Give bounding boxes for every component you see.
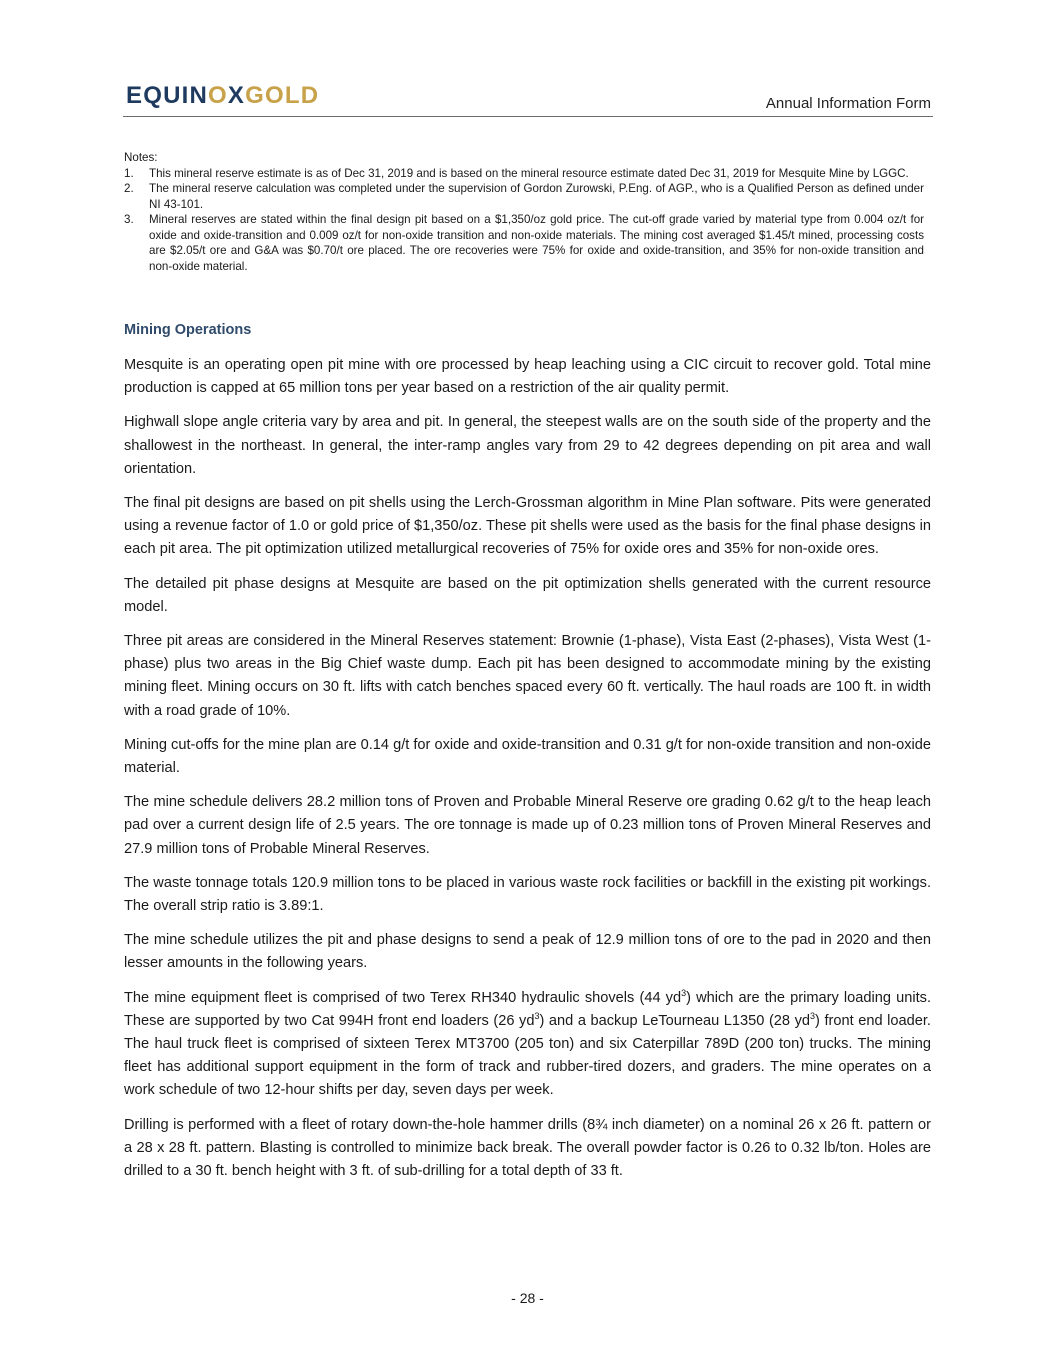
superscript: 3 (810, 1011, 816, 1022)
notes-label: Notes: (124, 151, 158, 164)
note-item (124, 212, 924, 274)
equipment-paragraph (124, 987, 931, 1103)
superscript: 3 (534, 1011, 540, 1022)
logo-text-x: X (227, 82, 246, 109)
paragraph: The final pit designs are based on pit shells using the Lerch-Grossman algorithm in Mine Plan software. Pits were generated using a revenue factor of 1.0 or gold price of $1,350/oz. These pit shells were used as the basis for the final phase designs in each pit area. The pit optimization utilized metallurgical recoveries of 75% for oxide ores and 35% for non-oxide ores. (124, 495, 931, 558)
note-text: The mineral reserve calculation was completed under the supervision of Gordon Zurowski, P.Eng. of AGP., who is a Qualified Person as defined under NI 43-101. (149, 182, 924, 211)
paragraph: Mining cut-offs for the mine plan are 0.14 g/t for oxide and oxide-transition and 0.31 g/t for non-oxide transition and non-oxide material. (124, 736, 931, 777)
logo-text-equin: EQUIN (126, 82, 209, 109)
paragraph: The waste tonnage totals 120.9 million tons to be placed in various waste rock facilities or backfill in the existing pit workings. The overall strip ratio is 3.89:1. (124, 874, 931, 915)
note-item (124, 166, 924, 182)
note-text: This mineral reserve estimate is as of Dec 31, 2019 and is based on the mineral resource estimate dated Dec 31, 2019 for Mesquite Mine by LGGC. (149, 166, 909, 180)
section-body (124, 354, 931, 1194)
superscript: 3 (681, 987, 687, 998)
equinox-gold-logo (126, 82, 319, 110)
paragraph: Mesquite is an operating open pit mine with ore processed by heap leaching using a CIC circuit to recover gold. Total mine production is capped at 65 million tons per year based on a restriction of the air quality permit. (124, 357, 931, 397)
note-item (124, 181, 924, 212)
page-number: - 28 - (511, 1290, 544, 1306)
document-title: Annual Information Form (765, 95, 931, 112)
paragraph: The mine schedule delivers 28.2 million tons of Proven and Probable Mineral Reserve ore grading 0.62 g/t to the heap leach pad over a current design life of 2.5 years. The ore tonnage is made up of 0.23 million tons of Proven Mineral Reserves and 27.9 million tons of Probable Mineral Reserves. (124, 794, 931, 857)
note-number: 1. (124, 166, 134, 180)
equipment-text: ) front end loader. The haul truck fleet is comprised of sixteen Terex MT3700 (205 ton) and six Caterpillar 789D (200 ton) trucks. The mining fleet has additional support equipment in the form of track and rubber-tired dozers, and graders. The mine operates on a work schedule of two 12-hour shifts per day, seven days per week. (124, 1012, 931, 1099)
equipment-text: The mine equipment fleet is comprised of two Terex RH340 hydraulic shovels (44 yd (124, 989, 682, 1006)
paragraph: Three pit areas are considered in the Mineral Reserves statement: Brownie (1-phase), Vista East (2-phases), Vista West (1-phase) plus two areas in the Big Chief waste dump. Each pit has been designed to accommodate mining by the existing mining fleet. Mining occurs on 30 ft. lifts with catch benches spaced every 60 ft. vertically. The haul roads are 100 ft. in width with a road grade of 10%. (124, 633, 931, 719)
drilling-paragraph: Drilling is performed with a fleet of rotary down-the-hole hammer drills (8¾ inch diameter) on a nominal 26 x 26 ft. pattern or a 28 x 28 ft. pattern. Blasting is controlled to minimize back break. The overall powder factor is 0.26 to 0.32 lb/ton. Holes are drilled to a 30 ft. bench height with 3 ft. of sub-drilling for a total depth of 33 ft. (124, 1116, 931, 1180)
notes-list (124, 166, 924, 275)
notes-block (124, 150, 924, 274)
note-number: 2. (124, 182, 134, 195)
paragraph: The mine schedule utilizes the pit and phase designs to send a peak of 12.9 million tons of ore to the pad in 2020 and then lesser amounts in the following years. (124, 932, 931, 972)
equipment-text: ) and a backup LeTourneau L1350 (28 yd (539, 1012, 811, 1029)
section-heading: Mining Operations (124, 322, 252, 338)
paragraph: Highwall slope angle criteria vary by area and pit. In general, the steepest walls are on the south side of the property and the shallowest in the northeast. In general, the inter-ramp angles vary from 29 to 42 degrees depending on pit area and wall orientation. (124, 414, 931, 477)
paragraph: The detailed pit phase designs at Mesquite are based on the pit optimization shells generated with the current resource model. (124, 575, 931, 615)
note-number: 3. (124, 213, 134, 226)
logo-text-gold: GOLD (245, 82, 320, 109)
note-text: Mineral reserves are stated within the final design pit based on a $1,350/oz gold price. The cut-off grade varied by material type from 0.004 oz/t for oxide and oxide-transition and 0.009 oz/t for non-oxide transition and non-oxide materials. The mining cost averaged $1.45/t mined, processing costs are $2.05/t ore and G&A was $0.70/t ore placed. The ore recoveries were 75% for oxide and oxide-transition, and 35% for non-oxide transition and non-oxide material. (149, 213, 924, 273)
equipment-text: ) which are the primary loading units. These are supported by two Cat 994H front end loaders (26 yd (124, 989, 931, 1029)
page-header (123, 78, 933, 117)
logo-text-o: O (208, 82, 228, 109)
